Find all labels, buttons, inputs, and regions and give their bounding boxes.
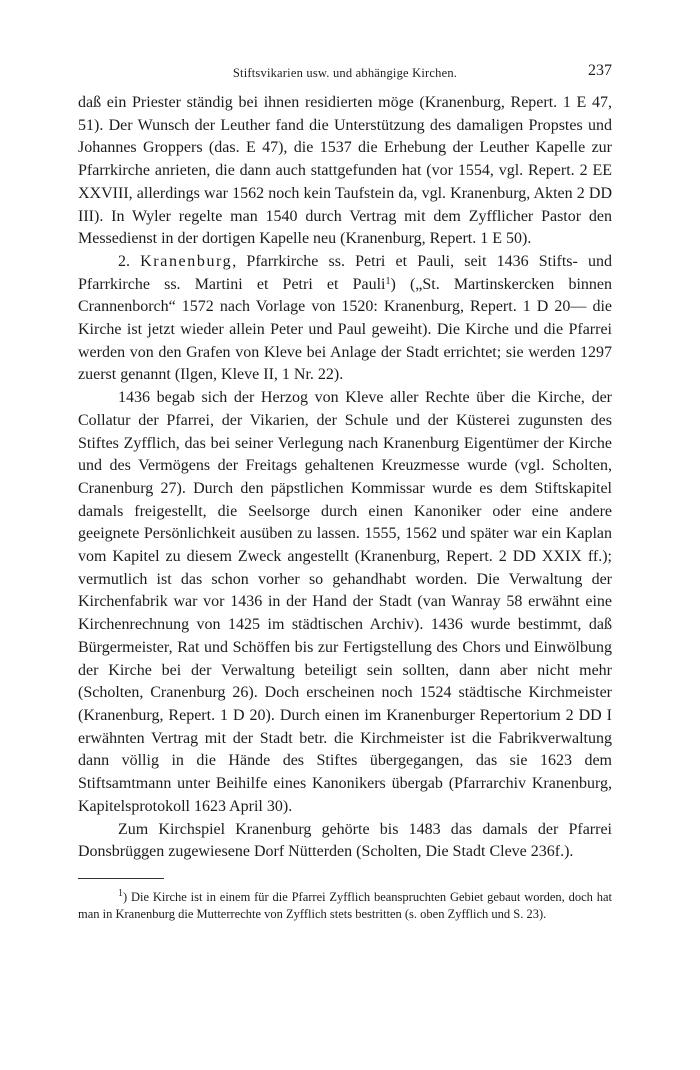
page-number: 237 <box>588 62 612 79</box>
running-head: Stiftsvikarien usw. und abhängige Kirchen. <box>232 66 458 80</box>
place-name-spaced: Kranenburg <box>140 252 233 270</box>
footnote <box>78 889 612 923</box>
paragraph-4: Zum Kirchspiel Kranenburg gehörte bis 1483 das damals der Pfarrei Donsbrüggen zugewiesene Dorf Nütterden (Scholten, Die Stadt Cleve 236f.). <box>78 820 612 861</box>
footnote-divider <box>78 878 164 879</box>
document-page <box>78 62 612 923</box>
page-header <box>78 62 612 84</box>
paragraph-1: daß ein Priester ständig bei ihnen residierten möge (Kranenburg, Repert. 1 E 47, 51). Der Wunsch der Leuther fand die Unterstützung des damaligen Propstes und Johannes Groppers (das. E 47), die 1537 die Erhebung der Leuther Kapelle zur Pfarrkirche anrieten, die dann auch stattgefunden hat (vor 1554, vgl. Repert. 2 EE XXVIII, allerdings war 1562 noch kein Taufstein da, vgl. Kranenburg, Akten 2 DD III). In Wyler regelte man 1540 durch Vertrag mit dem Zyfflicher Pastor den Messedienst in der dortigen Kapelle neu (Kranenburg, Repert. 1 E 50). <box>78 94 612 248</box>
paragraph-2-text-a: , Pfarrkirche ss. Petri et Pauli, seit 1436 Stifts- und Pfarrkirche ss. Martini et Petri et Pauli <box>78 252 613 293</box>
footnote-marker: 1 <box>118 887 123 899</box>
section-number: 2. <box>118 252 130 270</box>
paragraph-2-text-b: ) („St. Martinskercken binnen Crannenborch“ 1572 nach Vorlage von 1520: Kranenburg, Repert. 1 D 20— die Kirche ist jetzt wieder allein Peter und Paul geweiht). Die Kirche und die Pfarrei werden von den Grafen von Kleve bei Anlage der Stadt errichtet; sie werden 1297 zuerst genannt (Ilgen, Kleve II, 1 Nr. 22). <box>78 275 612 384</box>
paragraph-3: 1436 begab sich der Herzog von Kleve aller Rechte über die Kirche, der Collatur der Pfarrei, der Vikarien, der Schule und der Küsterei zugunsten des Stiftes Zyfflich, das bei seiner Verlegung nach Kranenburg Eigentümer der Kirche und des Vermögens der Freitags gehaltenen Kreuzmesse wurde (vgl. Scholten, Cranenburg 27). Durch den päpstlichen Kommissar wurde es dem Stiftskapitel damals freigestellt, die Seelsorge durch einen Kanoniker oder eine andere geeignete Persönlichkeit ausüben zu lassen. 1555, 1562 und später war ein Kaplan vom Kapitel zu diesem Zweck angestellt (Kranenburg, Repert. 2 DD XXIX ff.); vermutlich ist das schon vorher so gehandhabt worden. Die Verwaltung der Kirchenfabrik war vor 1436 in der Hand der Stadt (van Wanray 58 erwähnt eine Kirchenrechnung von 1425 im städtischen Archiv). 1436 wurde bestimmt, daß Bürgermeister, Rat und Schöffen bis zur Fertigstellung des Chors und Einwölbung der Kirche bei der Verwaltung beteiligt sein sollten, dann aber nicht mehr (Scholten, Cranenburg 26). Doch erscheinen noch 1524 städtische Kirchmeister (Kranenburg, Repert. 1 D 20). Durch einen im Kranenburger Repertorium 2 DD I erwähnten Vertrag mit der Stadt betr. die Kirchmeister ist die Fabrikverwaltung dann völlig in die Hände des Stiftes übergegangen, das sie 1623 dem Stiftsamtmann unter Beihilfe eines Kanonikers übergab (Pfarrarchiv Kranenburg, Kapitelsprotokoll 1623 April 30). <box>78 389 612 815</box>
paragraph-2 <box>78 251 612 387</box>
body-text <box>78 92 612 864</box>
footnote-reference: 1 <box>385 275 391 287</box>
footnote-text: ) Die Kirche ist in einem für die Pfarrei Zyfflich beanspruchten Gebiet gebaut worden, doch hat man in Kranenburg die Mutterrechte von Zyfflich stets bestritten (s. oben Zyfflich und S. 23). <box>78 889 612 921</box>
